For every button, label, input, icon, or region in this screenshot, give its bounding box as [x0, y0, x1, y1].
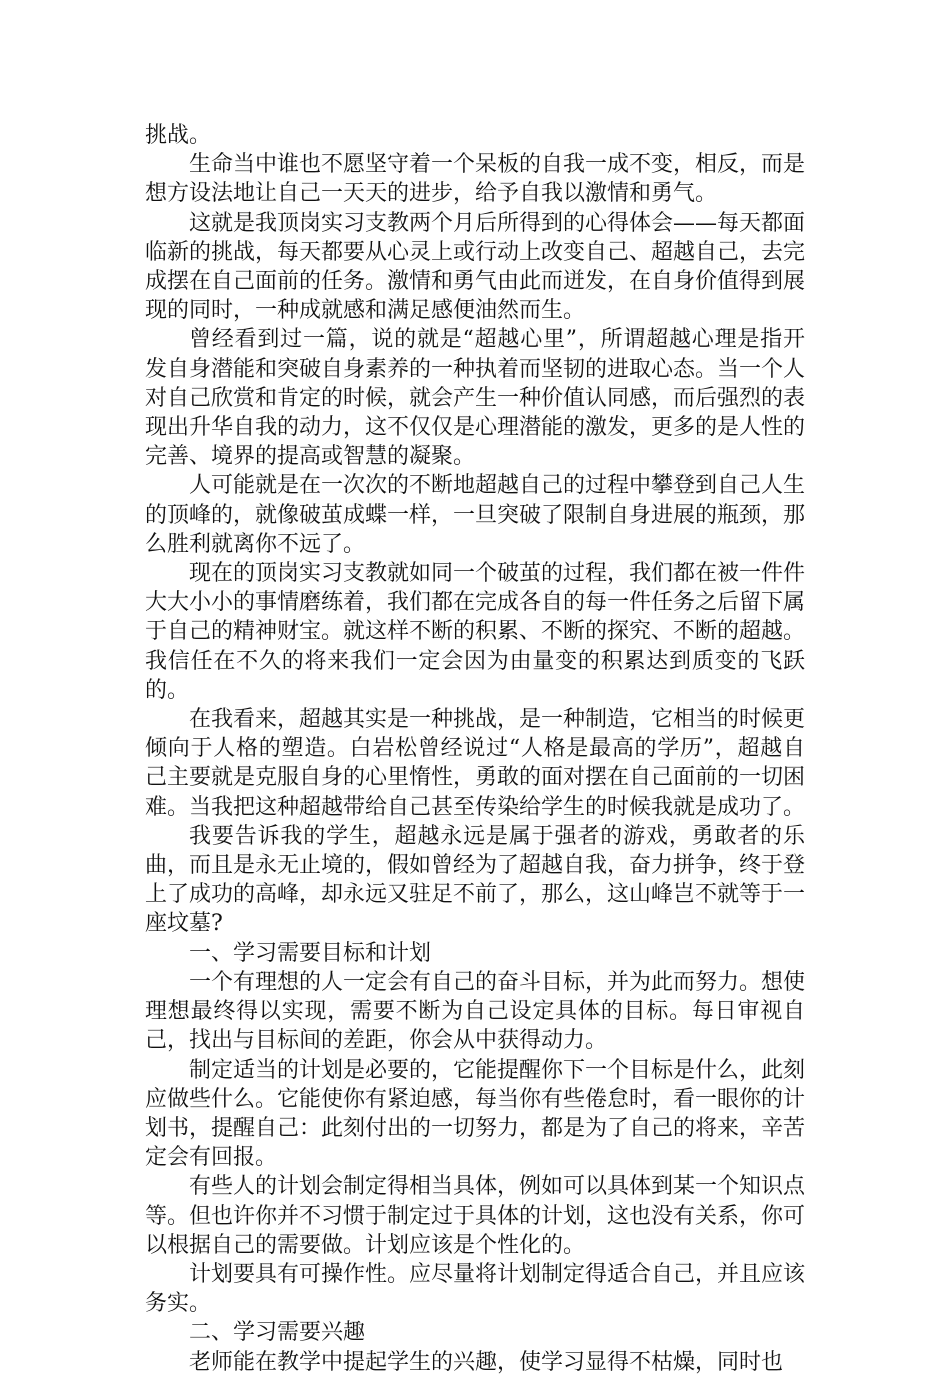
paragraph: 制定适当的计划是必要的，它能提醒你下一个目标是什么，此刻应做些什么。它能使你有紧迫感，每当你有些倦怠时，看一眼你的计划书，提醒自己：此刻付出的一切努力，都是为了自己的将来，辛苦定会有回报。	[145, 1057, 806, 1171]
paragraph: 老师能在教学中提起学生的兴趣，使学习显得不枯燥，同时也	[189, 1349, 784, 1375]
paragraph-continuation: 挑战。	[145, 123, 212, 148]
paragraph: 计划要具有可操作性。应尽量将计划制定得适合自己，并且应该务实。	[145, 1261, 806, 1317]
section-heading: 一、学习需要目标和计划	[189, 940, 432, 966]
paragraph: 一个有理想的人一定会有自己的奋斗目标，并为此而努力。想使理想最终得以实现，需要不断为自己设定具体的目标。每日审视自己，找出与目标间的差距，你会从中获得动力。	[145, 969, 806, 1054]
paragraph: 有些人的计划会制定得相当具体，例如可以具体到某一个知识点等。但也许你并不习惯于制定过于具体的计划，这也没有关系，你可以根据自己的需要做。计划应该是个性化的。	[145, 1174, 806, 1258]
section-heading: 二、学习需要兴趣	[189, 1320, 366, 1346]
paragraph: 曾经看到过一篇，说的就是“超越心里”，所谓超越心理是指开发自身潜能和突破自身素养的一种执着而坚韧的进取心态。当一个人对自己欣赏和肯定的时候，就会产生一种价值认同感，而后强烈的表现出升华自我的动力，这不仅仅是心理潜能的激发，更多的是人性的完善、境界的提高或智慧的凝聚。	[145, 327, 806, 470]
paragraph: 在我看来，超越其实是一种挑战，是一种制造，它相当的时候更倾向于人格的塑造。白岩松曾经说过“人格是最高的学历”，超越自己主要就是克服自身的心里惰性，勇敢的面对摆在自己面前的一切困难。当我把这种超越带给自己甚至传染给学生的时候我就是成功了。	[145, 707, 806, 820]
paragraph: 现在的顶岗实习支教就如同一个破茧的过程，我们都在被一件件大大小小的事情磨练着，我们都在完成各自的每一件任务之后留下属于自己的精神财宝。就这样不断的积累、不断的探究、不断的超越。我信任在不久的将来我们一定会因为由量变的积累达到质变的飞跃的。	[145, 561, 806, 703]
paragraph: 生命当中谁也不愿坚守着一个呆板的自我一成不变，相反，而是想方设法地让自己一天天的进步，给予自我以激情和勇气。	[145, 152, 806, 207]
paragraph: 我要告诉我的学生，超越永远是属于强者的游戏，勇敢者的乐曲，而且是永无止境的，假如曾经为了超越自我，奋力拼争，终于登上了成功的高峰，却永远又驻足不前了，那么，这山峰岂不就等于一座坟墓?	[145, 823, 806, 937]
paragraph: 人可能就是在一次次的不断地超越自己的过程中攀登到自己人生的顶峰的，就像破茧成蝶一样，一旦突破了限制自身进展的瓶颈，那么胜利就离你不远了。	[145, 473, 806, 557]
document-body	[145, 121, 805, 1377]
paragraph: 这就是我顶岗实习支教两个月后所得到的心得体会——每天都面临新的挑战，每天都要从心灵上或行动上改变自己、超越自己，去完成摆在自己面前的任务。激情和勇气由此而迸发，在自身价值得到展现的同时，一种成就感和满足感便油然而生。	[145, 210, 806, 324]
